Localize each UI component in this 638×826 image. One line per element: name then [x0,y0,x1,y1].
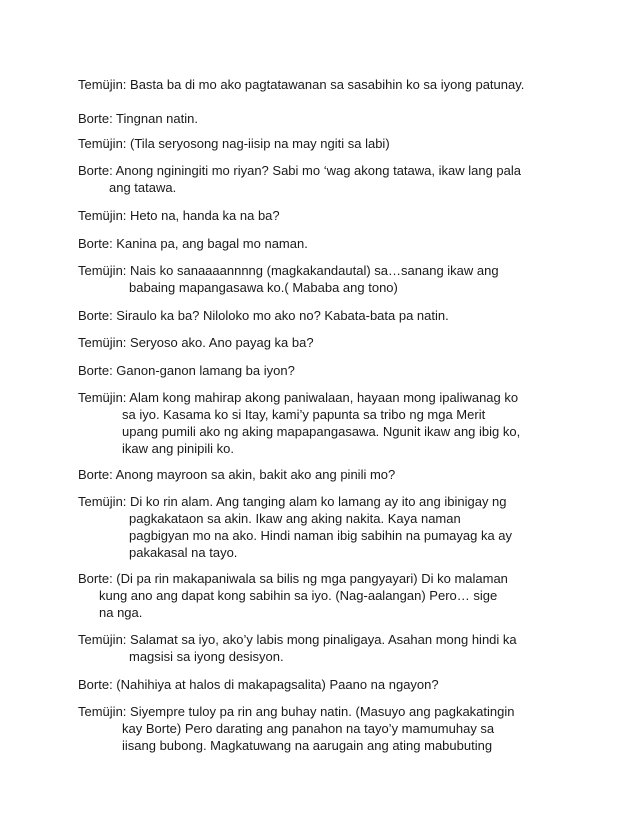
dialogue-line: pagbigyan mo na ako. Hindi naman ibig sabihin na pumayag ka ay [129,528,513,543]
dialogue-entry [78,676,598,693]
dialogue-entry [78,466,598,483]
dialogue-line: Borte: Kanina pa, ang bagal mo naman. [78,236,308,251]
dialogue-line: pagkakataon sa akin. Ikaw ang aking nakita. Kaya naman [129,511,461,526]
dialogue-entry [78,262,598,296]
dialogue-entry [78,207,598,224]
dialogue-line: Temüjin: Siyempre tuloy pa rin ang buhay natin. (Masuyo ang pagkakatingin [78,704,515,719]
dialogue-line: Temüjin: Salamat sa iyo, ako’y labis mong pinaligaya. Asahan mong hindi ka [78,632,517,647]
dialogue-entry [78,631,598,665]
dialogue-entry [78,493,598,561]
dialogue-line: Temüjin: Alam kong mahirap akong paniwalaan, hayaan mong ipaliwanag ko [78,390,519,405]
dialogue-line: Borte: Anong nginingiti mo riyan? Sabi mo ‘wag akong tatawa, ikaw lang pala [78,163,521,178]
dialogue-entry [78,703,598,754]
dialogue-entry [78,307,598,324]
dialogue-line: babaing mapangasawa ko.( Mababa ang tono) [129,280,398,295]
dialogue-line: sa iyo. Kasama ko si Itay, kami’y papunta sa tribo ng mga Merit [122,407,486,422]
dialogue-line: ang tatawa. [109,180,177,195]
dialogue-entry [78,334,598,351]
dialogue-line: Borte: Anong mayroon sa akin, bakit ako ang pinili mo? [78,467,396,482]
dialogue-entry [78,389,598,457]
dialogue-line: Borte: Tingnan natin. [78,111,198,126]
dialogue-entry [78,570,598,621]
dialogue-line: magsisi sa iyong desisyon. [129,649,284,664]
dialogue-line: Borte: Siraulo ka ba? Niloloko mo ako no? Kabata-bata pa natin. [78,308,449,323]
dialogue-line: kay Borte) Pero darating ang panahon na tayo’y mamumuhay sa [122,721,495,736]
dialogue-line: Borte: Ganon-ganon lamang ba iyon? [78,363,295,378]
dialogue-line: iisang bubong. Magkatuwang na aarugain ang ating mabubuting [122,738,493,753]
dialogue-entry [78,76,598,93]
dialogue-line: kung ano ang dapat kong sabihin sa iyo. (Nag-aalangan) Pero… sige [99,588,498,603]
dialogue-line: ikaw ang pinipili ko. [122,441,235,456]
dialogue-line: Temüjin: Seryoso ako. Ano payag ka ba? [78,335,314,350]
dialogue-entry [78,235,598,252]
dialogue-line: Temüjin: Di ko rin alam. Ang tanging alam ko lamang ay ito ang ibinigay ng [78,494,507,509]
dialogue-line: na nga. [99,605,143,620]
dialogue-entry [78,135,598,152]
dialogue-line: Temüjin: (Tila seryosong nag-iisip na may ngiti sa labi) [78,136,390,151]
dialogue-line: upang pumili ako ng aking mapapangasawa. Ngunit ikaw ang ibig ko, [122,424,521,439]
dialogue-line: Temüjin: Basta ba di mo ako pagtatawanan sa sasabihin ko sa iyong patunay. [78,77,525,92]
dialogue-line: Borte: (Di pa rin makapaniwala sa bilis ng mga pangyayari) Di ko malaman [78,571,508,586]
dialogue-line: pakakasal na tayo. [129,545,238,560]
dialogue-line: Temüjin: Nais ko sanaaaannnng (magkakandautal) sa…sanang ikaw ang [78,263,499,278]
dialogue-entry [78,362,598,379]
dialogue-entry [78,110,598,127]
dialogue-entry [78,162,598,196]
dialogue-line: Borte: (Nahihiya at halos di makapagsalita) Paano na ngayon? [78,677,439,692]
dialogue-line: Temüjin: Heto na, handa ka na ba? [78,208,280,223]
